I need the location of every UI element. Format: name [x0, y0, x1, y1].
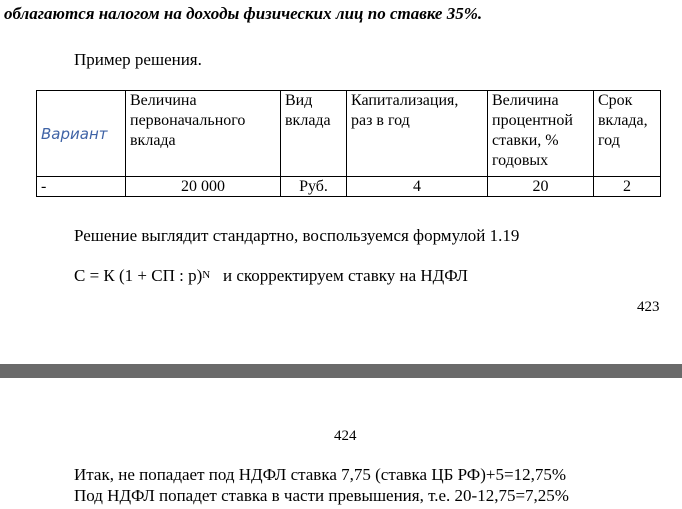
- table-cell-capitalization: 4: [347, 177, 488, 197]
- table-header-row: [37, 91, 661, 177]
- page-number-next: 424: [334, 428, 357, 444]
- conclusion-line-1: Итак, не попадает под НДФЛ ставка 7,75 (ставка ЦБ РФ)+5=12,75%: [74, 465, 566, 484]
- table-header-initial-deposit: Величина первоначального вклада: [126, 91, 281, 177]
- table-row: [37, 177, 661, 197]
- table-cell-term: 2: [594, 177, 661, 197]
- table-header-term: Срок вклада, год: [594, 91, 661, 177]
- solution-text: Решение выглядит стандартно, воспользуемся формулой 1.19: [74, 226, 520, 245]
- table-cell-deposit-type: Руб.: [281, 177, 347, 197]
- table-header-capitalization: Капитализация, раз в год: [347, 91, 488, 177]
- deposit-table: [36, 90, 661, 197]
- formula-line: [74, 266, 468, 286]
- header-text: облагаются налогом на доходы физических лиц по ставке 35%.: [4, 4, 483, 23]
- example-heading: Пример решения.: [74, 50, 202, 69]
- formula-tail: и скорректируем ставку на НДФЛ: [222, 266, 468, 285]
- formula-exponent: N: [202, 269, 211, 281]
- conclusion-line-2: Под НДФЛ попадет ставка в части превышения, т.е. 20-12,75=7,25%: [74, 486, 569, 505]
- table-cell-initial-deposit: 20 000: [126, 177, 281, 197]
- table-header-deposit-type: Вид вклада: [281, 91, 347, 177]
- table-header-interest-rate: Величина процентной ставки, % годовых: [488, 91, 594, 177]
- table-cell-variant: -: [37, 177, 126, 197]
- table-header-variant: Вариант: [37, 91, 126, 177]
- page-number: 423: [637, 299, 660, 315]
- table-cell-interest-rate: 20: [488, 177, 594, 197]
- page-divider: [0, 364, 682, 378]
- formula-main: С = К (1 + СП : р): [74, 266, 203, 285]
